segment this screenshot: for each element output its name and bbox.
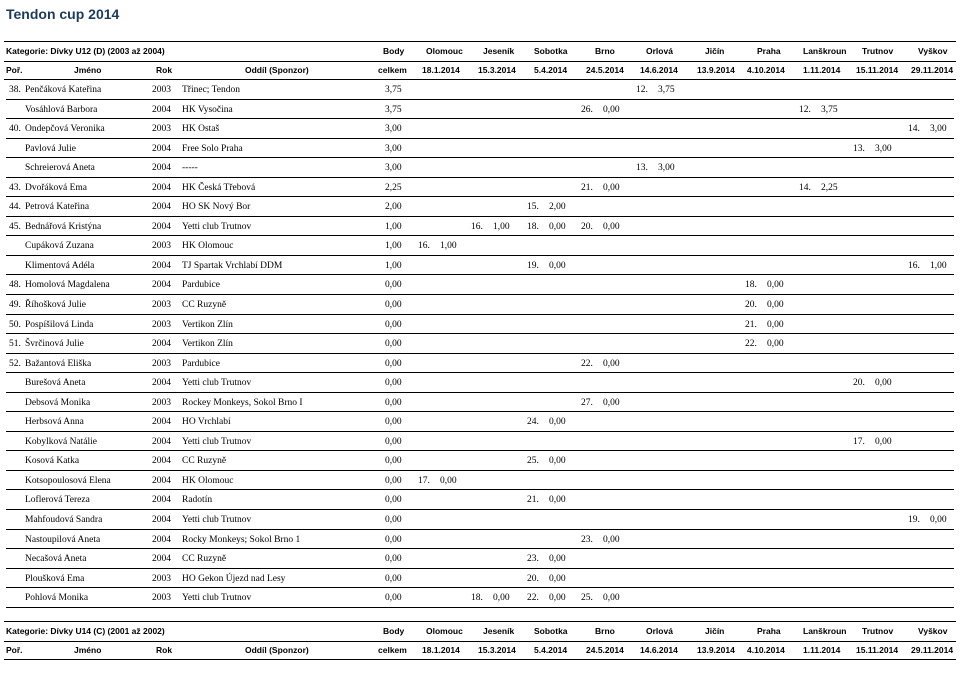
result-points: 0,00 bbox=[549, 573, 566, 584]
result-points: 0,00 bbox=[603, 221, 620, 232]
result-points: 0,00 bbox=[875, 436, 892, 447]
col-header-brno: Brno bbox=[595, 46, 615, 56]
year-cell: 2004 bbox=[152, 221, 171, 232]
result-place: 25. bbox=[527, 456, 539, 467]
result-place: 22. bbox=[527, 593, 539, 604]
result-place: 13. bbox=[853, 143, 865, 154]
subheader-rank: Poř. bbox=[6, 65, 23, 75]
table-row bbox=[0, 295, 960, 315]
result-place: 26. bbox=[581, 104, 593, 115]
subheader-date: 14.6.2014 bbox=[640, 645, 678, 655]
table-row bbox=[0, 393, 960, 413]
name-cell: Kotsopoulosová Elena bbox=[25, 475, 111, 486]
subheader-date: 5.4.2014 bbox=[534, 65, 568, 75]
year-cell: 2003 bbox=[152, 300, 171, 311]
result-points: 3,75 bbox=[821, 104, 838, 115]
name-cell: Klimentová Adéla bbox=[25, 260, 95, 271]
col-header-trutnov: Trutnov bbox=[862, 626, 894, 636]
club-cell: CC Ruzyně bbox=[182, 554, 227, 565]
year-cell: 2003 bbox=[152, 593, 171, 604]
col-header-body: Body bbox=[383, 626, 405, 636]
year-cell: 2003 bbox=[152, 241, 171, 252]
club-cell: HO SK Nový Bor bbox=[182, 202, 251, 213]
table-row bbox=[0, 451, 960, 471]
name-cell: Nastoupilová Aneta bbox=[25, 534, 101, 545]
club-cell: Třinec; Tendon bbox=[182, 85, 240, 95]
rank-cell: 50. bbox=[9, 319, 21, 330]
result-place: 20. bbox=[745, 300, 757, 311]
total-cell: 3,75 bbox=[385, 85, 402, 95]
name-cell: Cupáková Zuzana bbox=[25, 241, 94, 252]
result-place: 27. bbox=[581, 397, 593, 408]
table-row bbox=[0, 100, 960, 120]
name-cell: Švrčinová Julie bbox=[25, 339, 84, 350]
result-points: 2,25 bbox=[821, 182, 838, 193]
result-place: 16. bbox=[471, 221, 483, 232]
total-cell: 3,00 bbox=[385, 163, 402, 174]
name-cell: Říhošková Julie bbox=[25, 300, 86, 311]
club-cell: Yetti club Trutnov bbox=[182, 378, 252, 389]
subheader-year: Rok bbox=[156, 645, 173, 655]
subheader-date: 15.11.2014 bbox=[856, 645, 899, 655]
result-points: 0,00 bbox=[549, 554, 566, 565]
col-header-lanskroun: Lanškroun bbox=[803, 46, 847, 56]
result-points: 3,00 bbox=[658, 163, 675, 174]
col-header-vyskov: Vyškov bbox=[918, 46, 948, 56]
result-place: 20. bbox=[581, 221, 593, 232]
rank-cell: 38. bbox=[9, 85, 21, 95]
subheader-date: 18.1.2014 bbox=[422, 645, 460, 655]
club-cell: Vertikon Zlín bbox=[182, 319, 233, 330]
year-cell: 2004 bbox=[152, 339, 171, 350]
name-cell: Necašová Aneta bbox=[25, 554, 87, 565]
result-place: 13. bbox=[636, 163, 648, 174]
col-header-brno: Brno bbox=[595, 626, 615, 636]
year-cell: 2004 bbox=[152, 202, 171, 213]
name-cell: Burešová Aneta bbox=[25, 378, 86, 389]
result-points: 0,00 bbox=[767, 339, 784, 350]
result-place: 21. bbox=[745, 319, 757, 330]
total-cell: 0,00 bbox=[385, 300, 402, 311]
year-cell: 2003 bbox=[152, 85, 171, 95]
total-cell: 1,00 bbox=[385, 221, 402, 232]
result-place: 17. bbox=[418, 475, 430, 486]
year-cell: 2004 bbox=[152, 260, 171, 271]
subheader-name: Jméno bbox=[74, 65, 102, 75]
total-cell: 0,00 bbox=[385, 593, 402, 604]
name-cell: Pohlová Monika bbox=[25, 593, 89, 604]
club-cell: HK Ostaš bbox=[182, 124, 220, 135]
name-cell: Pavlová Julie bbox=[25, 143, 76, 154]
club-cell: Yetti club Trutnov bbox=[182, 593, 252, 604]
result-place: 25. bbox=[581, 593, 593, 604]
col-header-olomouc: Olomouc bbox=[426, 626, 463, 636]
col-header-orlova: Orlová bbox=[646, 626, 673, 636]
result-points: 0,00 bbox=[549, 221, 566, 232]
table-row bbox=[0, 432, 960, 452]
result-place: 15. bbox=[527, 202, 539, 213]
club-cell: CC Ruzyně bbox=[182, 456, 227, 467]
rank-cell: 48. bbox=[9, 280, 21, 291]
year-cell: 2004 bbox=[152, 456, 171, 467]
result-points: 0,00 bbox=[549, 593, 566, 604]
subheader-date: 24.5.2014 bbox=[586, 65, 624, 75]
year-cell: 2004 bbox=[152, 475, 171, 486]
total-cell: 0,00 bbox=[385, 495, 402, 506]
rank-cell: 45. bbox=[9, 221, 21, 232]
club-cell: HK Olomouc bbox=[182, 475, 234, 486]
year-cell: 2004 bbox=[152, 495, 171, 506]
subheader-date: 14.6.2014 bbox=[640, 65, 678, 75]
club-cell: Rockey Monkeys, Sokol Brno I bbox=[182, 397, 303, 408]
table-row bbox=[0, 412, 960, 432]
rank-cell: 43. bbox=[9, 182, 21, 193]
table-row bbox=[0, 197, 960, 217]
col-header-jicin: Jičín bbox=[705, 46, 725, 56]
total-cell: 3,00 bbox=[385, 143, 402, 154]
name-cell: Kosová Katka bbox=[25, 456, 80, 467]
rank-cell: 40. bbox=[9, 124, 21, 135]
name-cell: Kobylková Natálie bbox=[25, 436, 98, 447]
total-cell: 0,00 bbox=[385, 456, 402, 467]
result-points: 1,00 bbox=[440, 241, 457, 252]
club-cell: Vertikon Zlín bbox=[182, 339, 233, 350]
result-points: 0,00 bbox=[603, 182, 620, 193]
rank-cell: 49. bbox=[9, 300, 21, 311]
club-cell: TJ Spartak Vrchlabí DDM bbox=[182, 260, 283, 271]
year-cell: 2003 bbox=[152, 358, 171, 369]
category-row bbox=[4, 41, 956, 62]
total-cell: 1,00 bbox=[385, 260, 402, 271]
col-header-jesenik: Jeseník bbox=[483, 46, 515, 56]
total-cell: 1,00 bbox=[385, 241, 402, 252]
result-place: 14. bbox=[908, 124, 920, 135]
subheader-date: 15.11.2014 bbox=[856, 65, 899, 75]
total-cell: 3,00 bbox=[385, 124, 402, 135]
year-cell: 2004 bbox=[152, 378, 171, 389]
table-row bbox=[0, 530, 960, 550]
rank-cell: 44. bbox=[9, 202, 21, 213]
results-table bbox=[0, 80, 960, 608]
year-cell: 2003 bbox=[152, 124, 171, 135]
result-points: 0,00 bbox=[493, 593, 510, 604]
table-row bbox=[0, 256, 960, 276]
total-cell: 0,00 bbox=[385, 397, 402, 408]
club-cell: CC Ruzyně bbox=[182, 300, 227, 311]
subheader-name: Jméno bbox=[74, 645, 102, 655]
subheader-date: 24.5.2014 bbox=[586, 645, 624, 655]
table-row bbox=[0, 236, 960, 256]
result-place: 23. bbox=[581, 534, 593, 545]
result-place: 18. bbox=[471, 593, 483, 604]
subheader-club: Oddíl (Sponzor) bbox=[245, 645, 309, 655]
name-cell: Herbsová Anna bbox=[25, 417, 84, 428]
club-cell: Pardubice bbox=[182, 280, 220, 291]
result-place: 16. bbox=[908, 260, 920, 271]
table-row bbox=[0, 569, 960, 589]
result-place: 21. bbox=[581, 182, 593, 193]
year-cell: 2004 bbox=[152, 182, 171, 193]
total-cell: 0,00 bbox=[385, 554, 402, 565]
name-cell: Debsová Monika bbox=[25, 397, 91, 408]
result-points: 0,00 bbox=[549, 456, 566, 467]
result-place: 14. bbox=[799, 182, 811, 193]
year-cell: 2004 bbox=[152, 554, 171, 565]
table-row bbox=[0, 373, 960, 393]
club-cell: HK Olomouc bbox=[182, 241, 234, 252]
club-cell: Yetti club Trutnov bbox=[182, 221, 252, 232]
club-cell: Radotín bbox=[182, 495, 213, 506]
col-header-olomouc: Olomouc bbox=[426, 46, 463, 56]
name-cell: Bednářová Kristýna bbox=[25, 221, 102, 232]
club-cell: HO Vrchlabí bbox=[182, 417, 231, 428]
result-points: 0,00 bbox=[440, 475, 457, 486]
result-place: 24. bbox=[527, 417, 539, 428]
year-cell: 2004 bbox=[152, 280, 171, 291]
total-cell: 0,00 bbox=[385, 339, 402, 350]
year-cell: 2003 bbox=[152, 573, 171, 584]
result-points: 0,00 bbox=[767, 300, 784, 311]
name-cell: Petrová Kateřina bbox=[25, 202, 90, 213]
club-cell: Yetti club Trutnov bbox=[182, 515, 252, 526]
subheader-row bbox=[4, 642, 956, 660]
result-points: 0,00 bbox=[930, 515, 947, 526]
club-cell: Free Solo Praha bbox=[182, 143, 243, 154]
result-points: 0,00 bbox=[549, 495, 566, 506]
total-cell: 2,00 bbox=[385, 202, 402, 213]
subheader-date: 29.11.2014 bbox=[911, 645, 954, 655]
result-points: 0,00 bbox=[603, 104, 620, 115]
category-row bbox=[4, 621, 956, 642]
result-place: 19. bbox=[908, 515, 920, 526]
table-row bbox=[0, 217, 960, 237]
total-cell: 0,00 bbox=[385, 319, 402, 330]
result-points: 0,00 bbox=[549, 260, 566, 271]
subheader-total: celkem bbox=[378, 645, 407, 655]
total-cell: 0,00 bbox=[385, 280, 402, 291]
result-place: 19. bbox=[527, 260, 539, 271]
name-cell: Mahfoudová Sandra bbox=[25, 515, 103, 526]
subheader-date: 15.3.2014 bbox=[478, 65, 516, 75]
name-cell: Ondерčová Veronika bbox=[25, 124, 105, 135]
result-place: 16. bbox=[418, 241, 430, 252]
result-place: 18. bbox=[527, 221, 539, 232]
total-cell: 0,00 bbox=[385, 475, 402, 486]
total-cell: 0,00 bbox=[385, 573, 402, 584]
club-cell: Pardubice bbox=[182, 358, 220, 369]
rank-cell: 51. bbox=[9, 339, 21, 350]
result-points: 0,00 bbox=[875, 378, 892, 389]
subheader-date: 13.9.2014 bbox=[697, 65, 735, 75]
result-points: 1,00 bbox=[930, 260, 947, 271]
subheader-date: 18.1.2014 bbox=[422, 65, 460, 75]
year-cell: 2004 bbox=[152, 417, 171, 428]
col-header-body: Body bbox=[383, 46, 405, 56]
year-cell: 2004 bbox=[152, 436, 171, 447]
col-header-sobotka: Sobotka bbox=[534, 626, 568, 636]
subheader-date: 4.10.2014 bbox=[747, 645, 785, 655]
name-cell: Loflerová Tereza bbox=[25, 495, 90, 506]
table-row bbox=[0, 549, 960, 569]
table-row bbox=[0, 315, 960, 335]
col-header-vyskov: Vyškov bbox=[918, 626, 948, 636]
name-cell: Schreierová Aneta bbox=[25, 163, 95, 174]
col-header-sobotka: Sobotka bbox=[534, 46, 568, 56]
col-header-praha: Praha bbox=[757, 46, 781, 56]
name-cell: Vosáhlová Barbora bbox=[25, 104, 98, 115]
year-cell: 2004 bbox=[152, 534, 171, 545]
table-row bbox=[0, 178, 960, 198]
subheader-total: celkem bbox=[378, 65, 407, 75]
page-title: Tendon cup 2014 bbox=[6, 6, 120, 22]
subheader-date: 5.4.2014 bbox=[534, 645, 568, 655]
result-points: 3,75 bbox=[658, 85, 675, 95]
name-cell: Bažantová Eliška bbox=[25, 358, 92, 369]
col-header-trutnov: Trutnov bbox=[862, 46, 894, 56]
table-row bbox=[0, 275, 960, 295]
subheader-year: Rok bbox=[156, 65, 173, 75]
table-row bbox=[0, 588, 960, 608]
total-cell: 0,00 bbox=[385, 417, 402, 428]
col-header-jesenik: Jeseník bbox=[483, 626, 515, 636]
subheader-date: 15.3.2014 bbox=[478, 645, 516, 655]
name-cell: Penčáková Kateřina bbox=[25, 85, 102, 95]
category-label: Kategorie: Dívky U14 (C) (2001 až 2002) bbox=[6, 626, 165, 636]
year-cell: 2003 bbox=[152, 397, 171, 408]
year-cell: 2004 bbox=[152, 104, 171, 115]
result-place: 18. bbox=[745, 280, 757, 291]
section-header-u14 bbox=[4, 621, 956, 660]
club-cell: Rocky Monkeys; Sokol Brno 1 bbox=[182, 534, 301, 545]
result-points: 3,00 bbox=[930, 124, 947, 135]
subheader-rank: Poř. bbox=[6, 645, 23, 655]
result-place: 20. bbox=[527, 573, 539, 584]
result-place: 12. bbox=[799, 104, 811, 115]
year-cell: 2004 bbox=[152, 143, 171, 154]
table-row bbox=[0, 119, 960, 139]
result-place: 12. bbox=[636, 85, 648, 95]
table-row bbox=[0, 139, 960, 159]
result-points: 1,00 bbox=[493, 221, 510, 232]
name-cell: Homolová Magdalena bbox=[25, 280, 110, 291]
total-cell: 0,00 bbox=[385, 358, 402, 369]
category-label: Kategorie: Dívky U12 (D) (2003 až 2004) bbox=[6, 46, 165, 56]
result-points: 0,00 bbox=[603, 593, 620, 604]
result-points: 0,00 bbox=[603, 397, 620, 408]
col-header-orlova: Orlová bbox=[646, 46, 673, 56]
row-divider bbox=[6, 607, 954, 608]
result-points: 0,00 bbox=[767, 280, 784, 291]
result-place: 23. bbox=[527, 554, 539, 565]
year-cell: 2003 bbox=[152, 319, 171, 330]
total-cell: 0,00 bbox=[385, 515, 402, 526]
table-row bbox=[0, 490, 960, 510]
col-header-praha: Praha bbox=[757, 626, 781, 636]
result-points: 3,00 bbox=[875, 143, 892, 154]
result-place: 21. bbox=[527, 495, 539, 506]
total-cell: 0,00 bbox=[385, 436, 402, 447]
total-cell: 0,00 bbox=[385, 378, 402, 389]
subheader-date: 1.11.2014 bbox=[803, 65, 841, 75]
name-cell: Pospíšilová Linda bbox=[25, 319, 94, 330]
result-place: 22. bbox=[745, 339, 757, 350]
club-cell: Yetti club Trutnov bbox=[182, 436, 252, 447]
table-row bbox=[0, 80, 960, 100]
club-cell: HK Česká Třebová bbox=[182, 182, 256, 193]
section-header-u12 bbox=[4, 41, 956, 80]
table-row bbox=[0, 471, 960, 491]
col-header-jicin: Jičín bbox=[705, 626, 725, 636]
table-row bbox=[0, 354, 960, 374]
table-row bbox=[0, 158, 960, 178]
year-cell: 2004 bbox=[152, 163, 171, 174]
result-points: 0,00 bbox=[767, 319, 784, 330]
subheader-date: 4.10.2014 bbox=[747, 65, 785, 75]
total-cell: 3,75 bbox=[385, 104, 402, 115]
result-points: 0,00 bbox=[603, 358, 620, 369]
result-points: 0,00 bbox=[603, 534, 620, 545]
total-cell: 2,25 bbox=[385, 182, 402, 193]
result-points: 0,00 bbox=[549, 417, 566, 428]
name-cell: Dvořáková Ema bbox=[25, 182, 87, 193]
subheader-date: 13.9.2014 bbox=[697, 645, 735, 655]
result-place: 22. bbox=[581, 358, 593, 369]
result-points: 2,00 bbox=[549, 202, 566, 213]
club-cell: ----- bbox=[182, 163, 198, 174]
year-cell: 2004 bbox=[152, 515, 171, 526]
col-header-lanskroun: Lanškroun bbox=[803, 626, 847, 636]
club-cell: HO Gekon Újezd nad Lesy bbox=[182, 573, 286, 584]
rank-cell: 52. bbox=[9, 358, 21, 369]
result-place: 17. bbox=[853, 436, 865, 447]
subheader-club: Oddíl (Sponzor) bbox=[245, 65, 309, 75]
total-cell: 0,00 bbox=[385, 534, 402, 545]
table-row bbox=[0, 334, 960, 354]
result-place: 20. bbox=[853, 378, 865, 389]
subheader-row bbox=[4, 62, 956, 80]
table-row bbox=[0, 510, 960, 530]
club-cell: HK Vysočina bbox=[182, 104, 233, 115]
name-cell: Ploušková Ema bbox=[25, 573, 85, 584]
subheader-date: 1.11.2014 bbox=[803, 645, 841, 655]
subheader-date: 29.11.2014 bbox=[911, 65, 954, 75]
